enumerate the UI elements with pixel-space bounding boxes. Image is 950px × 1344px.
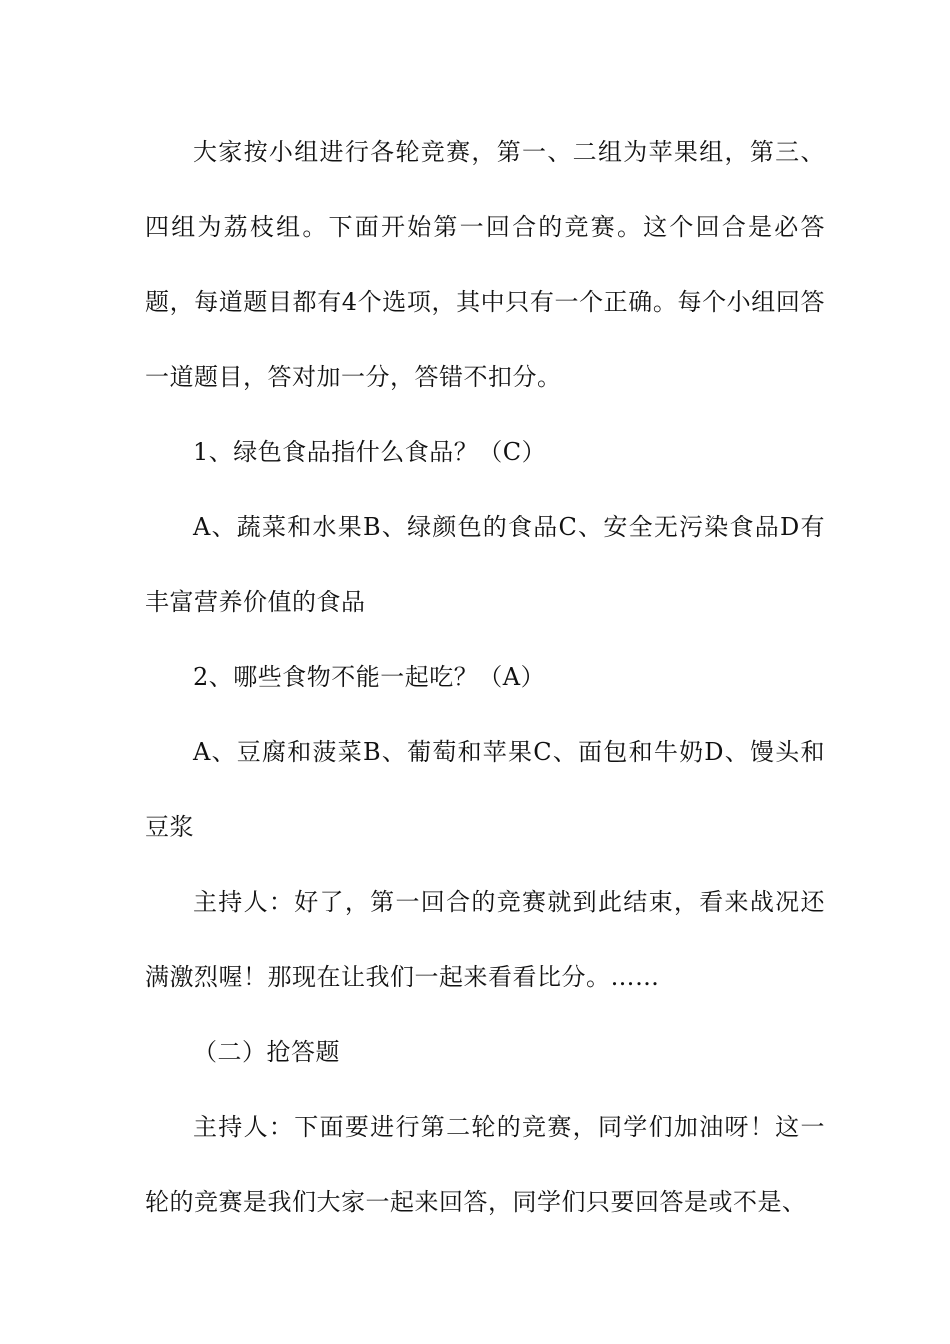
host-remark-1: 主持人：好了，第一回合的竞赛就到此结束，看来战况还满激烈喔！那现在让我们一起来看看比分。…… — [145, 888, 825, 991]
question-1-options: A、蔬菜和水果B、绿颜色的食品C、安全无污染食品D有丰富营养价值的食品 — [145, 513, 825, 616]
section-heading: （二）抢答题 — [193, 1038, 340, 1066]
question-2-options: A、豆腐和菠菜B、葡萄和苹果C、面包和牛奶D、馒头和豆浆 — [145, 738, 825, 841]
question-1: 1、绿色食品指什么食品？（C） — [193, 438, 547, 466]
paragraph-rules: 大家按小组进行各轮竞赛，第一、二组为苹果组，第三、四组为荔枝组。下面开始第一回合的竞赛。这个回合是必答题，每道题目都有4个选项，其中只有一个正确。每个小组回答一道题目，答对加一分，答错不扣分。 — [145, 138, 825, 391]
question-2: 2、哪些食物不能一起吃？（A） — [193, 663, 546, 691]
document-body — [145, 115, 825, 1240]
host-remark-2: 主持人：下面要进行第二轮的竞赛，同学们加油呀！这一轮的竞赛是我们大家一起来回答，同学们只要回答是或不是、 — [145, 1113, 825, 1216]
